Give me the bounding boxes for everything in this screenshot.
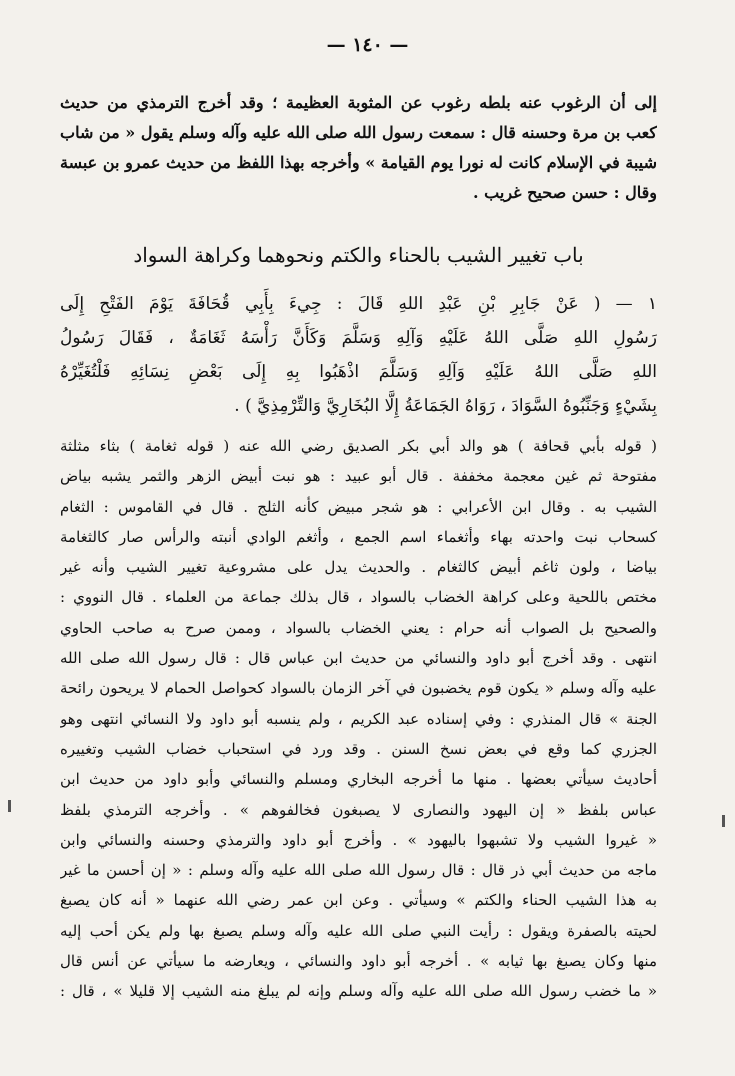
hadith-line: رَسُولِ اللهِ صَلَّى اللهُ عَلَيْهِ وَآلِهِ وَسَلَّمَ وَكَأَنَّ رَأْسَهُ ثَغَامَةٌ ، فَقَالَ رَسُولُ [60, 328, 657, 348]
commentary-line: عليه وآله وسلم « يكون قوم يخضبون في آخر الزمان بالسواد كحواصل الحمام لا يريحون رائحة [60, 679, 657, 698]
commentary-line: ( قوله بأبي قحافة ) هو والد أبي بكر الصديق رضي الله عنه ( قوله ثغامة ) بثاء مثلثة [60, 437, 657, 455]
commentary-line: كسحاب نبت واحدته بهاء وأثغماء اسم الجمع ، وأثغم الوادي أنبته والرأس صار كالثغامة [60, 527, 657, 546]
commentary-line: عباس بلفظ « إن اليهود والنصارى لا يصبغون فخالفوهم » . وأخرجه الترمذي بلفظ [60, 800, 657, 819]
commentary-line: الجنة » قال المنذري : وفي إسناده عبد الكريم ، ولم ينسبه أبو داود ولا النسائي انتهى وهو [60, 709, 657, 728]
commentary-line: الجزري كما وقع في بعض نسخ السنن . وقد ورد في استحباب خضاب الشيب وتغييره [60, 739, 657, 758]
commentary-text [60, 431, 657, 1007]
page-number: — ١٤٠ — [326, 34, 409, 56]
commentary-line: « غيروا الشيب ولا تشبهوا باليهود » . وأخرج أبو داود والترمذي وحسنه والنسائي وابن [60, 830, 657, 849]
intro-line: شيبة في الإسلام كانت له نورا يوم القيامة » وأخرجه بهذا اللفظ من حديث عمرو بن عبسة [60, 153, 657, 172]
commentary-line: منها وكان يصبغ بها ثيابه » . أخرجه أبو داود والنسائي ، ويعارضه ما سيأتي عن أنس قال [60, 952, 657, 971]
commentary-line: به هذا الشيب الحناء والكتم » وسيأتي . وعن ابن عمر رضي الله عنهما « أنه كان يصبغ [60, 891, 657, 910]
hadith-line: ١ — ( عَنْ جَابِرِ بْنِ عَبْدِ اللهِ قَالَ : جِيءَ بِأَبِي قُحَافَةَ يَوْمَ الفَتْحِ إِلَى [60, 294, 657, 314]
hadith-text [60, 287, 657, 423]
commentary-line: والصحيح بل الصواب أنه حرام : يعني الخضاب بالسواد ، وممن صرح به صاحب الحاوي [60, 618, 657, 637]
intro-line: وقال : حسن صحيح غريب . [473, 183, 657, 202]
commentary-line: مختص باللحية وعلى كراهة الخضاب بالسواد ، قال بذلك جماعة من العلماء . قال النووي : [60, 588, 657, 607]
margin-mark [722, 815, 725, 827]
commentary-line: « ما خضب رسول الله صلى الله عليه وآله وسلم وإنه لم يبلغ منه الشيب إلا قليلا » ، قال : [60, 982, 657, 1001]
commentary-line: مفتوحة ثم غين معجمة مخففة . قال أبو عبيد : هو نبت أبيض الزهر والثمر يشبه بياض [60, 467, 657, 486]
commentary-line: ماجه من حديث أبي ذر قال : قال رسول الله صلى الله عليه وآله وسلم : « إن أحسن ما غير [60, 861, 657, 880]
commentary-line: بياضا ، ولون ثاغم أبيض كالثغام . والحديث يدل على مشروعية تغيير الشيب وأنه غير [60, 558, 657, 577]
commentary-line: الشيب به . وقال ابن الأعرابي : هو شجر مبيض كأنه الثلج . قال في القاموس : الثغام [60, 497, 657, 516]
intro-line: إلى أن الرغوب عنه بلطه رغوب عن المثوبة العظيمة ؛ وقد أخرج الترمذي من حديث [60, 93, 657, 112]
commentary-line: انتهى . وقد أخرج أبو داود والنسائي من حديث ابن عباس قال : قال رسول الله صلى الله [60, 649, 657, 668]
intro-line: كعب بن مرة وحسنه قال : سمعت رسول الله صلى الله عليه وآله وسلم يقول « من شاب [60, 123, 657, 142]
margin-mark [8, 800, 11, 812]
commentary-line: لحيته بالصفرة ويقول : رأيت النبي صلى الله عليه وآله وسلم يصبغ بها ولم يكن أحب إليه [60, 921, 657, 940]
hadith-line: بِشَيْءٍ وَجَنِّبُوهُ السَّوَادَ ، رَوَاهُ الجَمَاعَةُ إِلَّا البُخَارِيَّ وَالتِّرْمِذِيَّ ) . [234, 396, 657, 416]
chapter-title: باب تغيير الشيب بالحناء والكتم ونحوهما وكراهة السواد [133, 243, 584, 267]
commentary-line: أحاديث سيأتي بعضها . منها ما أخرجه البخاري ومسلم والنسائي وأبو داود من حديث ابن [60, 770, 657, 789]
hadith-line: اللهِ صَلَّى اللهُ عَلَيْهِ وَآلِهِ وَسَلَّمَ اذْهَبُوا بِهِ إِلَى بَعْضِ نِسَائِهِ فَلْتُغَيِّرْهُ [60, 362, 657, 382]
intro-paragraph [60, 88, 657, 208]
